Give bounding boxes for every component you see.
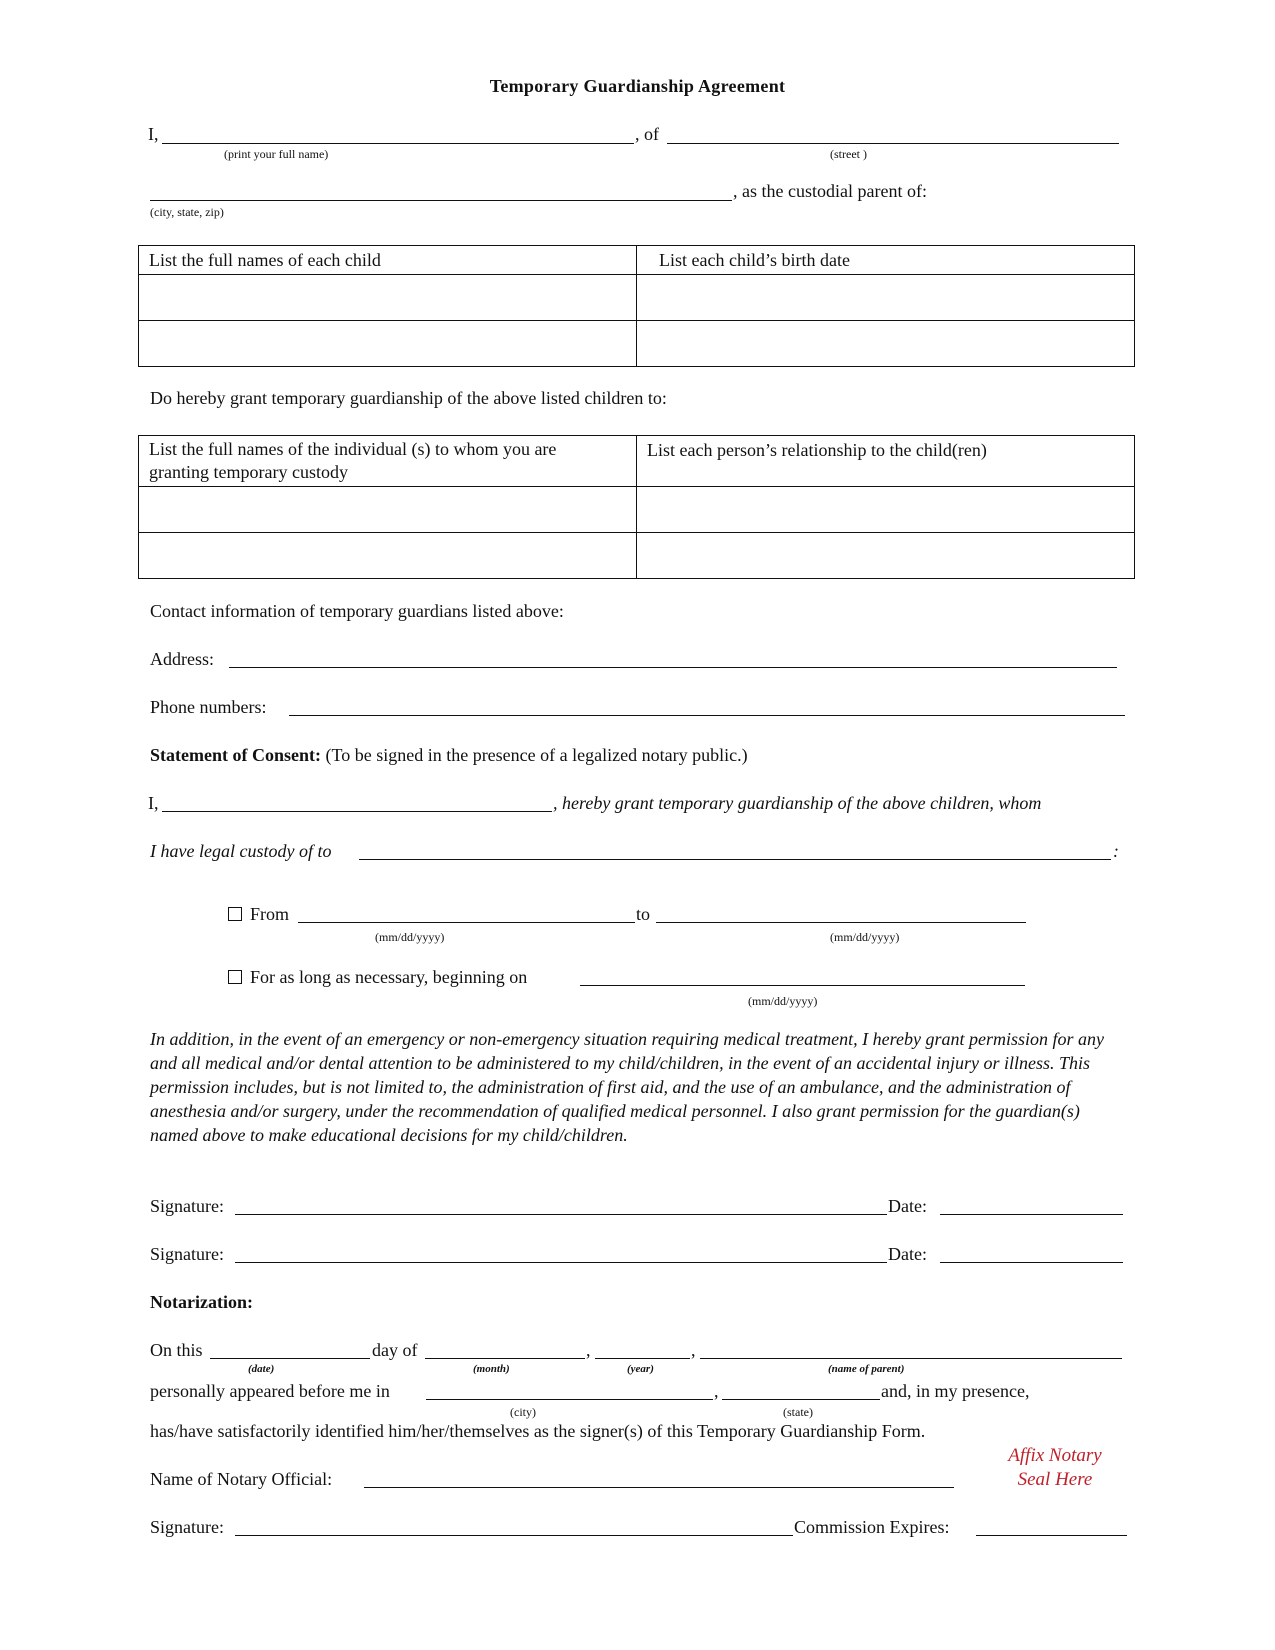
- consent-i-label: I,: [148, 793, 159, 813]
- day-of-label: day of: [372, 1340, 418, 1360]
- phone-field[interactable]: [289, 715, 1125, 716]
- long-label: For as long as necessary, beginning on: [250, 967, 528, 987]
- consent-heading-line: [150, 745, 748, 766]
- comma-2: ,: [691, 1340, 696, 1360]
- date-label-1: Date:: [888, 1196, 927, 1216]
- guardian-name-cell[interactable]: [139, 533, 637, 579]
- from-label: From: [250, 904, 290, 924]
- child-name-cell[interactable]: [139, 275, 637, 321]
- notary-name-field[interactable]: [364, 1487, 954, 1488]
- to-date-hint: (mm/dd/yyyy): [830, 930, 900, 944]
- intro-of-label: , of: [635, 124, 659, 144]
- beginning-date-field[interactable]: [580, 985, 1025, 986]
- beginning-date-hint: (mm/dd/yyyy): [748, 994, 818, 1008]
- from-date-hint: (mm/dd/yyyy): [375, 930, 445, 944]
- notary-name-label: Name of Notary Official:: [150, 1469, 333, 1489]
- appeared-text: personally appeared before me in: [150, 1381, 390, 1401]
- child-birthdate-cell[interactable]: [637, 321, 1135, 367]
- guardian-name-cell[interactable]: [139, 487, 637, 533]
- children-table: [138, 245, 1135, 367]
- guardian-name-header-line2: granting temporary custody: [149, 462, 348, 482]
- date-hint: (date): [248, 1363, 275, 1375]
- city-hint-notary: (city): [510, 1405, 536, 1419]
- parent-hint: (name of parent): [828, 1363, 905, 1375]
- document-title: Temporary Guardianship Agreement: [489, 76, 786, 96]
- on-this-label: On this: [150, 1340, 203, 1360]
- to-date-field[interactable]: [656, 922, 1026, 923]
- consent-heading: Statement of Consent:: [150, 745, 321, 765]
- medical-permission-paragraph: In addition, in the event of an emergency or non-emergency situation requiring medical treatment, I hereby grant permission for any and all medical and/or dental attention to be administered to my child/children, in the event of an accidental injury or illness. This permission includes, but is not limited to, the administration of first aid, and the use of an ambulance, and the administration of anesthesia and/or surgery, under the recommendation of qualified medical personnel. I also grant permission for the guardian(s) named above to make educational decisions for my child/children.: [150, 1029, 1104, 1145]
- name-hint: (print your full name): [224, 147, 329, 161]
- notary-city-field[interactable]: [426, 1399, 713, 1400]
- consent-heading-note: (To be signed in the presence of a legalized notary public.): [325, 745, 748, 765]
- identified-text: has/have satisfactorily identified him/her/themselves as the signer(s) of this Temporary Guardianship Form.: [150, 1421, 926, 1441]
- seal-line-2: Seal Here: [1017, 1469, 1093, 1490]
- notary-month-field[interactable]: [425, 1358, 585, 1359]
- signature-label-1: Signature:: [150, 1196, 224, 1216]
- commission-label: Commission Expires:: [794, 1517, 950, 1537]
- to-label: to: [636, 904, 651, 924]
- notary-signature-field[interactable]: [235, 1535, 793, 1536]
- guardian-relationship-cell[interactable]: [637, 533, 1135, 579]
- long-option[interactable]: [228, 967, 527, 988]
- city-state-zip-field[interactable]: [150, 200, 732, 201]
- guardians-table: [138, 435, 1135, 579]
- notary-state-field[interactable]: [722, 1399, 880, 1400]
- notary-year-field[interactable]: [595, 1358, 690, 1359]
- children-birthdate-header: List each child’s birth date: [637, 246, 1135, 275]
- custodial-parent-text: , as the custodial parent of:: [733, 181, 927, 201]
- from-date-field[interactable]: [298, 922, 635, 923]
- guardian-relationship-cell[interactable]: [637, 487, 1135, 533]
- contact-heading: Contact information of temporary guardians listed above:: [150, 601, 564, 621]
- month-hint: (month): [473, 1363, 510, 1375]
- custody-text: I have legal custody of to: [150, 841, 332, 861]
- notary-signature-label: Signature:: [150, 1517, 224, 1537]
- custody-to-field[interactable]: [359, 859, 1111, 860]
- date-label-2: Date:: [888, 1244, 927, 1264]
- state-hint-notary: (state): [783, 1405, 813, 1419]
- signature-field-2[interactable]: [235, 1262, 887, 1263]
- guardian-relationship-header: List each person’s relationship to the child(ren): [637, 436, 1135, 487]
- notarization-heading: Notarization:: [150, 1292, 253, 1312]
- consent-name-field[interactable]: [162, 811, 552, 812]
- children-name-header: List the full names of each child: [139, 246, 637, 275]
- long-checkbox[interactable]: [228, 970, 242, 984]
- date-field-1[interactable]: [940, 1214, 1123, 1215]
- from-checkbox[interactable]: [228, 907, 242, 921]
- consent-grant-text: , hereby grant temporary guardianship of the above children, whom: [553, 793, 1042, 813]
- notary-date-field[interactable]: [210, 1358, 370, 1359]
- child-birthdate-cell[interactable]: [637, 275, 1135, 321]
- signature-label-2: Signature:: [150, 1244, 224, 1264]
- street-hint: (street ): [830, 147, 867, 161]
- commission-expires-field[interactable]: [976, 1535, 1127, 1536]
- address-field[interactable]: [229, 667, 1117, 668]
- custody-colon: :: [1113, 841, 1119, 861]
- city-hint: (city, state, zip): [150, 205, 224, 219]
- street-field[interactable]: [667, 143, 1119, 144]
- address-label: Address:: [150, 649, 214, 669]
- guardian-name-header: [139, 436, 637, 487]
- phone-label: Phone numbers:: [150, 697, 267, 717]
- from-option[interactable]: [228, 904, 289, 925]
- date-field-2[interactable]: [940, 1262, 1123, 1263]
- signature-field-1[interactable]: [235, 1214, 887, 1215]
- grant-text: Do hereby grant temporary guardianship of the above listed children to:: [150, 388, 667, 408]
- intro-i-label: I,: [148, 124, 159, 144]
- comma-3: ,: [714, 1381, 719, 1401]
- notary-seal-placeholder: [985, 1444, 1125, 1492]
- presence-text: and, in my presence,: [881, 1381, 1030, 1401]
- notary-parent-name-field[interactable]: [700, 1358, 1122, 1359]
- seal-line-1: Affix Notary: [1008, 1445, 1102, 1466]
- comma-1: ,: [586, 1340, 591, 1360]
- parent-name-field[interactable]: [162, 143, 634, 144]
- guardian-name-header-line1: List the full names of the individual (s) to whom you are: [149, 439, 557, 459]
- year-hint: (year): [627, 1363, 654, 1375]
- child-name-cell[interactable]: [139, 321, 637, 367]
